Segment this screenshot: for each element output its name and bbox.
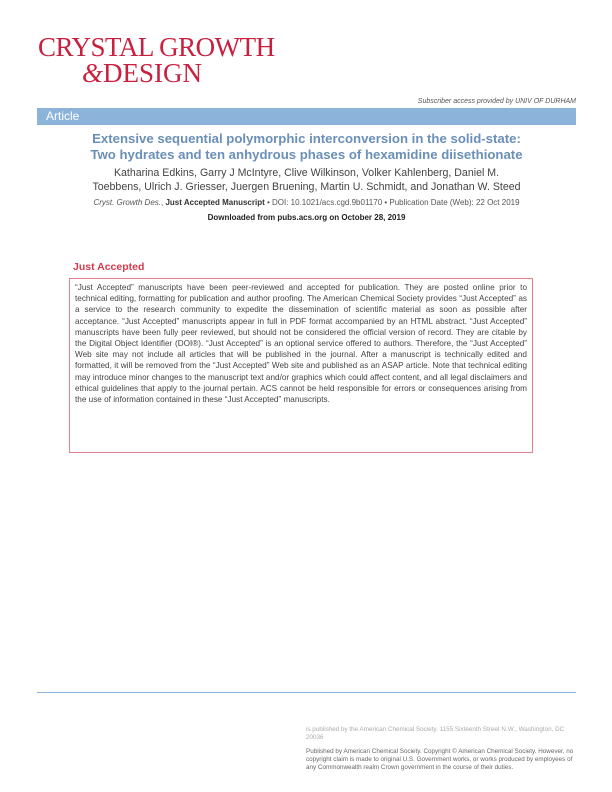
logo-design-word: DESIGN (103, 58, 203, 88)
title-line-2: Two hydrates and ten anhydrous phases of hexamidine diisethionate (90, 147, 523, 162)
footer-divider (37, 692, 576, 693)
download-note: Downloaded from pubs.acs.org on October 28, 2019 (207, 213, 406, 222)
publisher-address: is published by the American Chemical Society. 1155 Sixteenth Street N.W., Washington, DC 20036 (306, 726, 565, 741)
author-list (60, 167, 553, 194)
manuscript-status: Just Accepted Manuscript (165, 198, 265, 207)
subscriber-access-note: Subscriber access provided by UNIV OF DURHAM (417, 98, 576, 105)
citation-line: Cryst. Growth Des., Just Accepted Manuscript • DOI: 10.1021/acs.cgd.9b01170 • Publication Date (Web): 22 Oct 2019 (93, 198, 520, 207)
section-label: Article (46, 109, 80, 123)
logo-line-design (82, 60, 278, 86)
just-accepted-text: “Just Accepted” manuscripts have been peer-reviewed and accepted for publication. They are posted online prior to technical editing, formatting for publication and author proofing. The American Chemical Society provides “Just Accepted” as a service to the research community to expedite the dissemination of scientific material as soon as possible after acceptance. “Just Accepted” manuscripts appear in full in PDF format accompanied by an HTML abstract. “Just Accepted” manuscripts have been fully peer reviewed, but should not be considered the official version of record. They are citable by the Digital Object Identifier (DOI®). “Just Accepted” is an optional service offered to authors. Therefore, the “Just Accepted” Web site may not include all articles that will be published in the journal. After a manuscript is technically edited and formatted, it will be removed from the “Just Accepted” Web site and published as an ASAP article. Note that technical editing may introduce minor changes to the manuscript text and/or graphics which could affect content, and all legal disclaimers and ethical guidelines that apply to the journal pertain. ACS cannot be held responsible for errors or consequences arising from the use of information contained in these “Just Accepted” manuscripts. (75, 283, 527, 405)
just-accepted-heading: Just Accepted (73, 261, 145, 273)
journal-abbrev: Cryst. Growth Des. (93, 198, 162, 207)
citation-details: • DOI: 10.1021/acs.cgd.9b01170 • Publication Date (Web): 22 Oct 2019 (264, 198, 520, 207)
authors-line-1: Katharina Edkins, Garry J McIntyre, Clive Wilkinson, Volker Kahlenberg, Daniel M. (113, 167, 500, 179)
logo-ampersand: & (82, 58, 104, 88)
title-line-1: Extensive sequential polymorphic interconversion in the solid-state: (92, 131, 521, 146)
authors-line-2: Toebbens, Ulrich J. Griesser, Juergen Bruening, Martin U. Schmidt, and Jonathan W. Steed (92, 180, 521, 193)
logo-line-crystal-growth: CRYSTAL GROWTH (38, 32, 275, 62)
just-accepted-box (69, 278, 533, 453)
paper-title (37, 131, 576, 163)
copyright-notice: Published by American Chemical Society. Copyright © American Chemical Society. However, no copyright claim is made to original U.S. Government works, or works produced by employees of any Commonwealth realm Crown government in the course of their duties. (306, 748, 574, 772)
journal-logo (38, 34, 278, 86)
article-section-bar (37, 108, 576, 125)
